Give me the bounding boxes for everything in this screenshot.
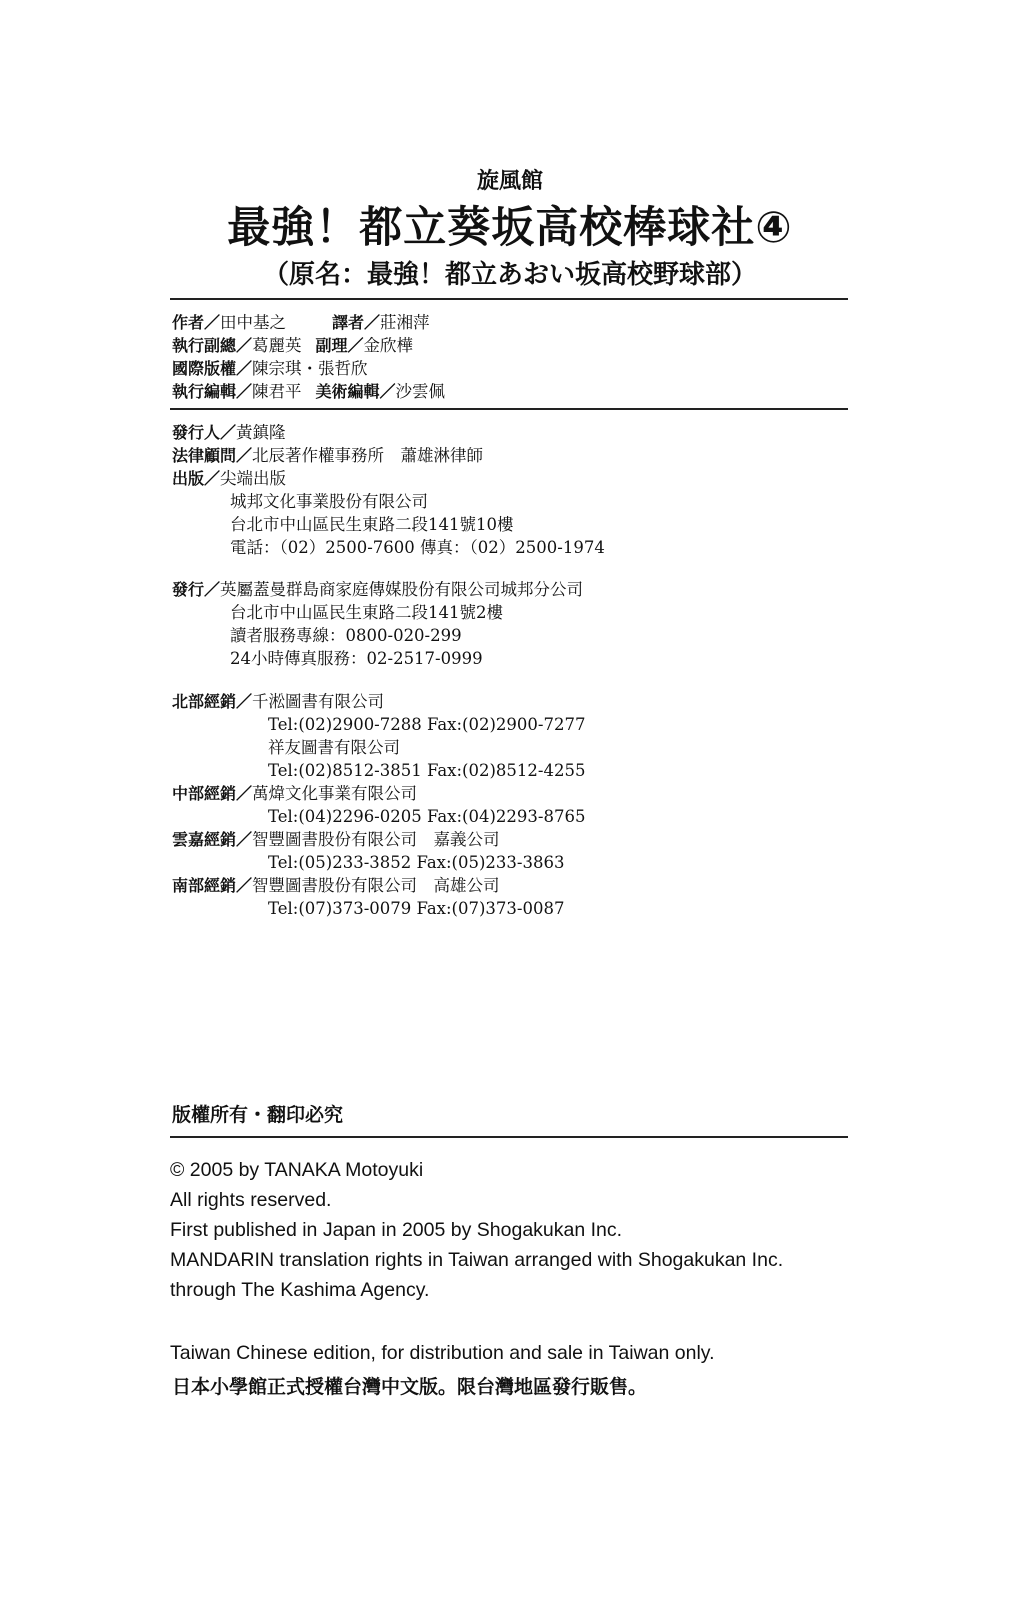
distribution-row: [172, 578, 872, 601]
credit-value: 金欣樺: [363, 336, 414, 355]
imprint-name: 旋風館: [476, 169, 543, 194]
credit-value: 陳宗琪・張哲欣: [252, 359, 368, 378]
original-title: （原名：最強！都立あおい坂高校野球部）: [262, 260, 757, 290]
dealer-label: 北部經銷／: [172, 692, 253, 711]
issuer-label: 發行人／: [172, 423, 237, 442]
distribution-line: 台北市中山區民生東路二段141號2樓: [230, 603, 503, 622]
dealer-line: Tel:(04)2296-0205 Fax:(04)2293-8765: [268, 807, 586, 826]
dealer-line: Tel:(05)233-3852 Fax:(05)233-3863: [268, 853, 565, 872]
copyright-line: MANDARIN translation rights in Taiwan arranged with Shogakukan Inc.: [170, 1249, 784, 1271]
dealer-line: Tel:(02)8512-3851 Fax:(02)8512-4255: [268, 761, 586, 780]
divider-rule: [170, 298, 848, 300]
publisher-value: 尖端出版: [220, 469, 287, 488]
issuer-value: 黃鎮隆: [236, 423, 286, 442]
legal-label: 法律顧問／: [172, 446, 253, 465]
publisher-info: [172, 421, 872, 559]
credit-label: 副理／: [315, 336, 364, 355]
credit-label: 執行副總／: [172, 336, 253, 355]
copyright-line: All rights reserved.: [170, 1189, 332, 1211]
credit-label: 譯者／: [332, 313, 381, 332]
dealer-name: 萬煒文化事業有限公司: [252, 784, 418, 803]
publisher-line: 電話：（02）2500-7600 傳真：（02）2500-1974: [230, 538, 605, 557]
book-title: 最強！都立葵坂高校棒球社④: [227, 203, 793, 253]
copyright-line: © 2005 by TANAKA Motoyuki: [170, 1159, 424, 1181]
credit-row: [172, 334, 872, 357]
dealer-row: [172, 874, 872, 897]
dealer-row: [172, 782, 872, 805]
dealer-line: 祥友圖書有限公司: [268, 738, 400, 757]
dealer-name: 千淞圖書有限公司: [252, 692, 385, 711]
dealer-label: 南部經銷／: [172, 876, 253, 895]
credit-label: 國際版權／: [172, 359, 253, 378]
dealer-line: Tel:(07)373-0079 Fax:(07)373-0087: [268, 899, 565, 918]
distribution-value: 英屬蓋曼群島商家庭傳媒股份有限公司城邦分公司: [220, 580, 584, 599]
staff-credits: [172, 311, 872, 403]
license-line: 日本小學館正式授權台灣中文版。限台灣地區發行販售。: [172, 1376, 648, 1398]
publisher-row: [172, 467, 872, 490]
copyright-heading: 版權所有・翻印必究: [172, 1104, 344, 1126]
dealer-row: [172, 690, 872, 713]
dealer-list: [172, 690, 872, 920]
copyright-line: First published in Japan in 2005 by Shogakukan Inc.: [170, 1219, 623, 1241]
credit-row: [172, 311, 872, 334]
credit-value: 田中基之: [220, 313, 287, 332]
credit-value: 葛麗英: [252, 336, 302, 355]
dealer-label: 中部經銷／: [172, 784, 253, 803]
publisher-label: 出版／: [172, 469, 221, 488]
credit-label: 執行編輯／: [172, 382, 253, 401]
edition-note: Taiwan Chinese edition, for distribution and sale in Taiwan only.: [170, 1342, 715, 1364]
credit-row: [172, 380, 872, 403]
divider-rule: [170, 1136, 848, 1138]
issuer-row: [172, 421, 872, 444]
dealer-line: Tel:(02)2900-7288 Fax:(02)2900-7277: [268, 715, 586, 734]
dealer-label: 雲嘉經銷／: [172, 830, 253, 849]
dealer-name: 智豐圖書股份有限公司 嘉義公司: [252, 830, 500, 849]
credit-label: 作者／: [172, 313, 221, 332]
credit-label: 美術編輯／: [315, 382, 396, 401]
distribution-label: 發行／: [172, 580, 221, 599]
publisher-line: 城邦文化事業股份有限公司: [230, 492, 428, 511]
legal-row: [172, 444, 872, 467]
dealer-row: [172, 828, 872, 851]
distribution-info: [172, 578, 872, 670]
credit-row: [172, 357, 872, 380]
divider-rule: [170, 408, 848, 410]
distribution-line: 讀者服務專線：0800-020-299: [230, 626, 462, 645]
legal-value: 北辰著作權事務所 蕭雄淋律師: [252, 446, 484, 465]
distribution-line: 24小時傳真服務：02-2517-0999: [230, 649, 483, 668]
credit-value: 沙雲佩: [395, 382, 446, 401]
credit-value: 莊湘萍: [380, 313, 430, 332]
copyright-line: through The Kashima Agency.: [170, 1279, 430, 1301]
credit-value: 陳君平: [252, 382, 302, 401]
dealer-name: 智豐圖書股份有限公司 高雄公司: [252, 876, 500, 895]
publisher-line: 台北市中山區民生東路二段141號10樓: [230, 515, 514, 534]
